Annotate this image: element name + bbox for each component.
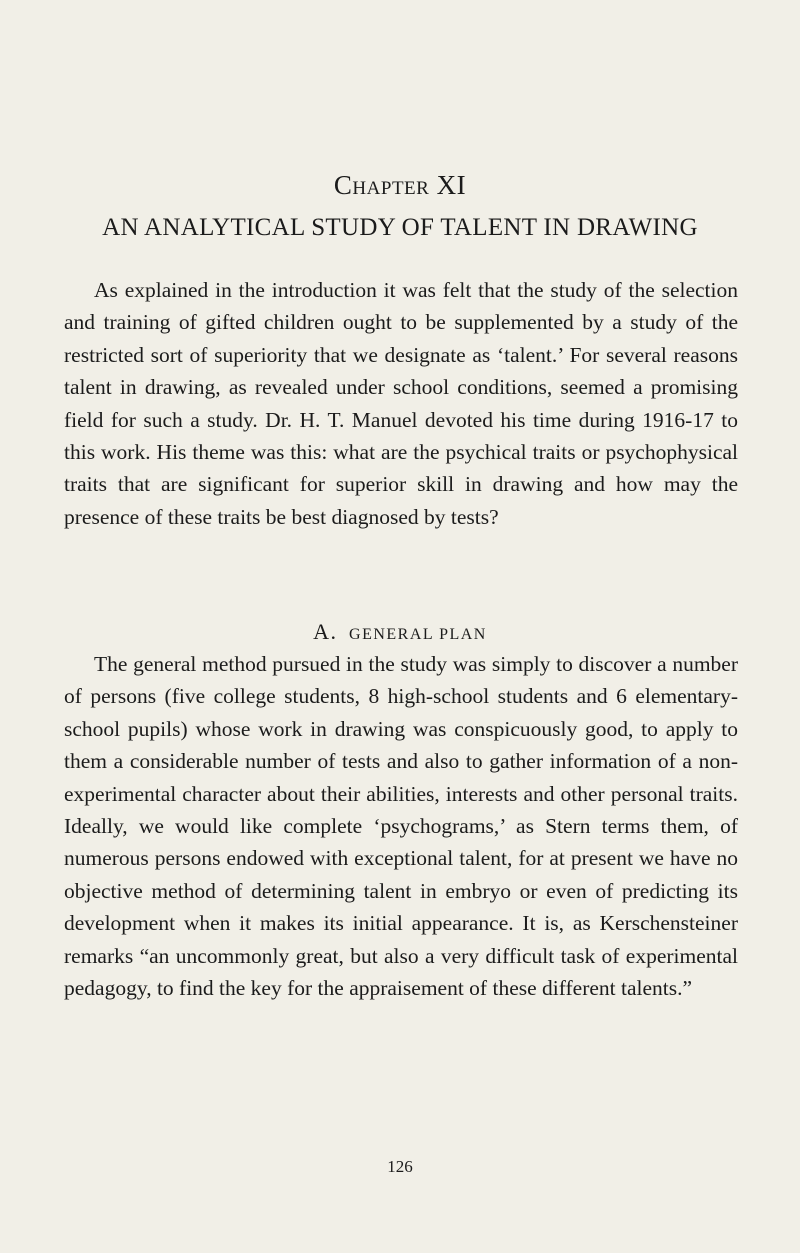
general-plan-paragraph [64,648,738,1004]
section-letter: A. [313,619,338,644]
section-heading [0,619,800,645]
chapter-label: Chapter XI [333,170,467,200]
page-number: 126 [387,1157,413,1176]
general-plan-paragraph-text: The general method pursued in the study was simply to discover a number of persons (five college students, 8 high-school students and 6 elementary-school pupils) whose work in drawing was conspicuously good, to apply to them a considerable number of tests and also to gather information of a non-experimental character about their abilities, interests and other personal traits. Ideally, we would like complete ‘psychograms,’ as Stern terms them, of numerous persons endowed with exceptional talent, for at present we have no objective method of determining talent in embryo or even of predicting its development when it makes its initial appearance. It is, as Kerschensteiner remarks “an uncommonly great, but also a very difficult task of experimental pedagogy, to find the key for the appraisement of these different talents.” [64,652,738,1001]
chapter-title: AN ANALYTICAL STUDY OF TALENT IN DRAWING [102,214,698,241]
intro-paragraph [64,274,738,533]
intro-paragraph-text: As explained in the introduction it was felt that the study of the selection and training of gifted children ought to be supplemented by a study of the restricted sort of superiority that we designate as ‘talent.’ For several reasons talent in drawing, as revealed under school conditions, seemed a promising field for such a study. Dr. H. T. Manuel devoted his time during 1916-17 to this work. His theme was this: what are the psychical traits or psychophysical traits that are significant for superior skill in drawing and how may the presence of these traits be best diagnosed by tests? [64,278,738,529]
section-title: GENERAL PLAN [349,626,487,643]
